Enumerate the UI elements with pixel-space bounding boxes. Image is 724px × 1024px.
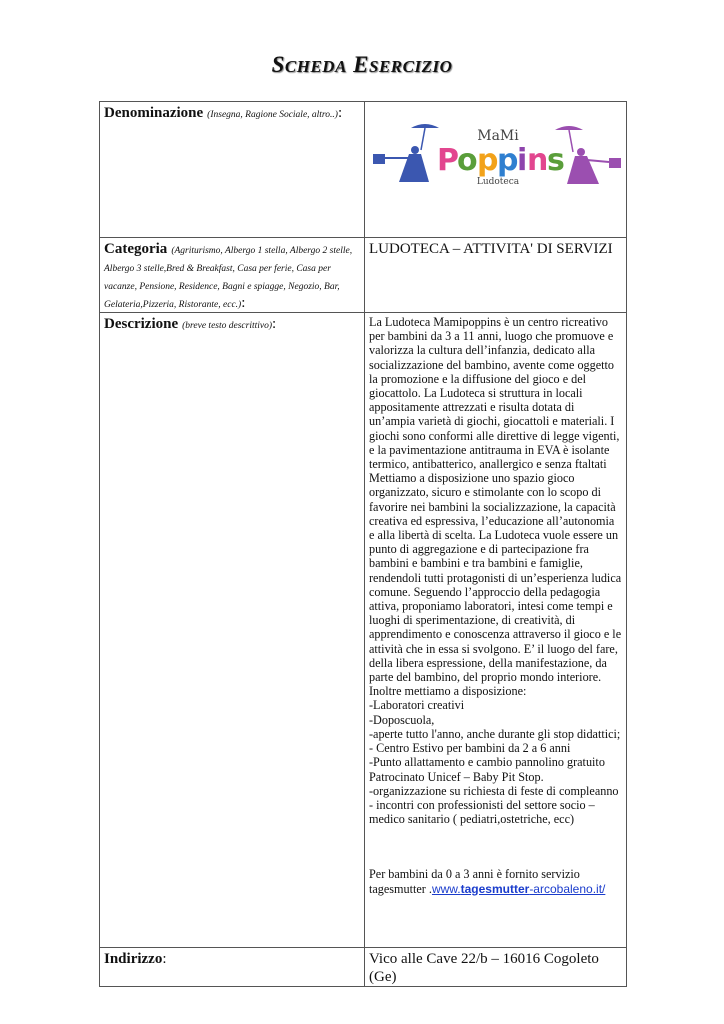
right-umbrella-figure-icon	[555, 126, 621, 184]
svg-text:i: i	[517, 143, 528, 178]
categoria-hint: (Agriturismo, Albergo 1 stella, Albergo 2 stelle, Albergo 3 stelle,Bred & Breakfast, Casa per ferie, Casa per vacanze, Pensione, Residence, Bagni e spiagge, Negozio, Bar, Gelateria,Pizzeria, Ristorante, ecc.)	[104, 246, 353, 310]
form-table	[99, 101, 627, 987]
logo-sub-text: Ludoteca	[476, 177, 520, 187]
descrizione-paragraph-1: La Ludoteca Mamipoppins è un centro ricreativo per bambini da 3 a 11 anni, luogo che promuove e valorizza la cultura dell’infanzia, dedicato alla socializzazione del bambino, avente come oggetto la promozione e la diffusione del gioco e del giocattolo. La Ludoteca si struttura in locali appositamente attrezzati e risulta dotata di un’ampia varietà di giochi, giocattoli e materiali. I giochi sono conformi alle direttive di legge vigenti, e la pavimentazione antitrauma in EVA è isolante termico, antibatterico, anallergico e senza ftaltati	[369, 315, 620, 472]
categoria-value-cell	[365, 238, 627, 313]
indirizzo-value-cell	[365, 948, 627, 987]
row-indirizzo	[100, 948, 627, 987]
title-second-cap: E	[353, 52, 370, 77]
mamipoppins-logo	[369, 120, 627, 192]
denominazione-hint: (Insegna, Ragione Sociale, altro..)	[207, 110, 338, 120]
title-second-rest: SERCIZIO	[369, 57, 453, 76]
categoria-label-cell: Categoria (Agriturismo, Albergo 1 stella, Albergo 2 stelle, Albergo 3 stelle,Bred & Breakfast, Casa per ferie, Casa per vacanze, Pensione, Residence, Bagni e spiagge, Negozio, Bar, Gelateria,Pizzeria, Ristorante, ecc.):	[100, 238, 365, 313]
svg-text:p: p	[477, 143, 499, 178]
row-descrizione	[100, 313, 627, 948]
denominazione-label: Denominazione	[104, 105, 204, 121]
document-title	[0, 52, 724, 78]
svg-text:s: s	[547, 143, 565, 178]
descrizione-list-intro: Inoltre mettiamo a disposizione:	[369, 684, 527, 699]
descrizione-label: Descrizione	[104, 316, 179, 332]
indirizzo-value: Vico alle Cave 22/b – 16016 Cogoleto (Ge)	[369, 951, 599, 985]
list-item: -aperte tutto l'anno, anche durante gli stop didattici; - Centro Estivo per bambini da 2 a 6 anni	[369, 726, 621, 756]
indirizzo-label: Indirizzo	[104, 951, 163, 967]
list-item: -Punto allattamento e cambio pannolino gratuito Patrocinato Unicef – Baby Pit Stop.	[369, 755, 605, 784]
footer-text: Per bambini da 0 a 3 anni è fornito servizio tagesmutter .	[369, 867, 580, 896]
descrizione-hint: (breve testo descrittivo)	[182, 321, 273, 331]
logo-top-text: MaMi	[477, 128, 519, 144]
descrizione-footer	[369, 867, 622, 895]
title-first-rest: CHEDA	[284, 57, 347, 76]
list-item: -Doposcuola,	[369, 712, 435, 727]
left-umbrella-figure-icon	[373, 124, 439, 182]
descrizione-label-cell: Descrizione (breve testo descrittivo):	[100, 313, 365, 948]
denominazione-value-cell	[365, 102, 627, 238]
list-item: -organizzazione su richiesta di feste di compleanno - incontri con professionisti del settore socio – medico sanitario ( pediatri,ostetriche, ecc)	[369, 783, 619, 827]
row-denominazione	[100, 102, 627, 238]
svg-text:p: p	[497, 143, 519, 178]
list-item: -Laboratori creativi	[369, 698, 465, 713]
svg-text:o: o	[457, 143, 478, 178]
row-categoria	[100, 238, 627, 313]
svg-text:P: P	[437, 143, 459, 178]
categoria-value: LUDOTECA – ATTIVITA' DI SERVIZI	[369, 241, 613, 257]
title-first-cap: S	[271, 52, 285, 77]
tagesmutter-link[interactable]: www.tagesmutter-arcobaleno.it/	[431, 881, 606, 896]
denominazione-label-cell: Denominazione (Insegna, Ragione Sociale, altro..):	[100, 102, 365, 238]
categoria-label: Categoria	[104, 241, 168, 257]
descrizione-paragraph-2: Mettiamo a disposizione uno spazio gioco organizzato, sicuro e stimolante con lo scopo di favorire nei bambini la socializzazione, la capacità creativa ed espressiva, l’educazione all’autonomia e alla libertà di scelta. La Ludoteca vuole essere un punto di aggregazione e di partecipazione fra bambini e bambini e tra bambini e famiglie, rendendoli tutti protagonisti di un’esperienza ludica comune. Seguendo l’approccio della pedagogia attiva, proponiamo laboratori, intesi come tempi e luoghi di sperimentazione, di creatività, di apprendimento e conoscenza attraverso il gioco e le attività che in essa si svolgono. E’ il luogo del fare, della libera espressione, della manifestazione, da parte del bambino, del proprio mondo interiore.	[369, 471, 622, 685]
svg-text:n: n	[527, 143, 549, 178]
logo-main-text	[437, 143, 565, 178]
descrizione-value-cell	[365, 313, 627, 948]
indirizzo-label-cell: Indirizzo:	[100, 948, 365, 987]
